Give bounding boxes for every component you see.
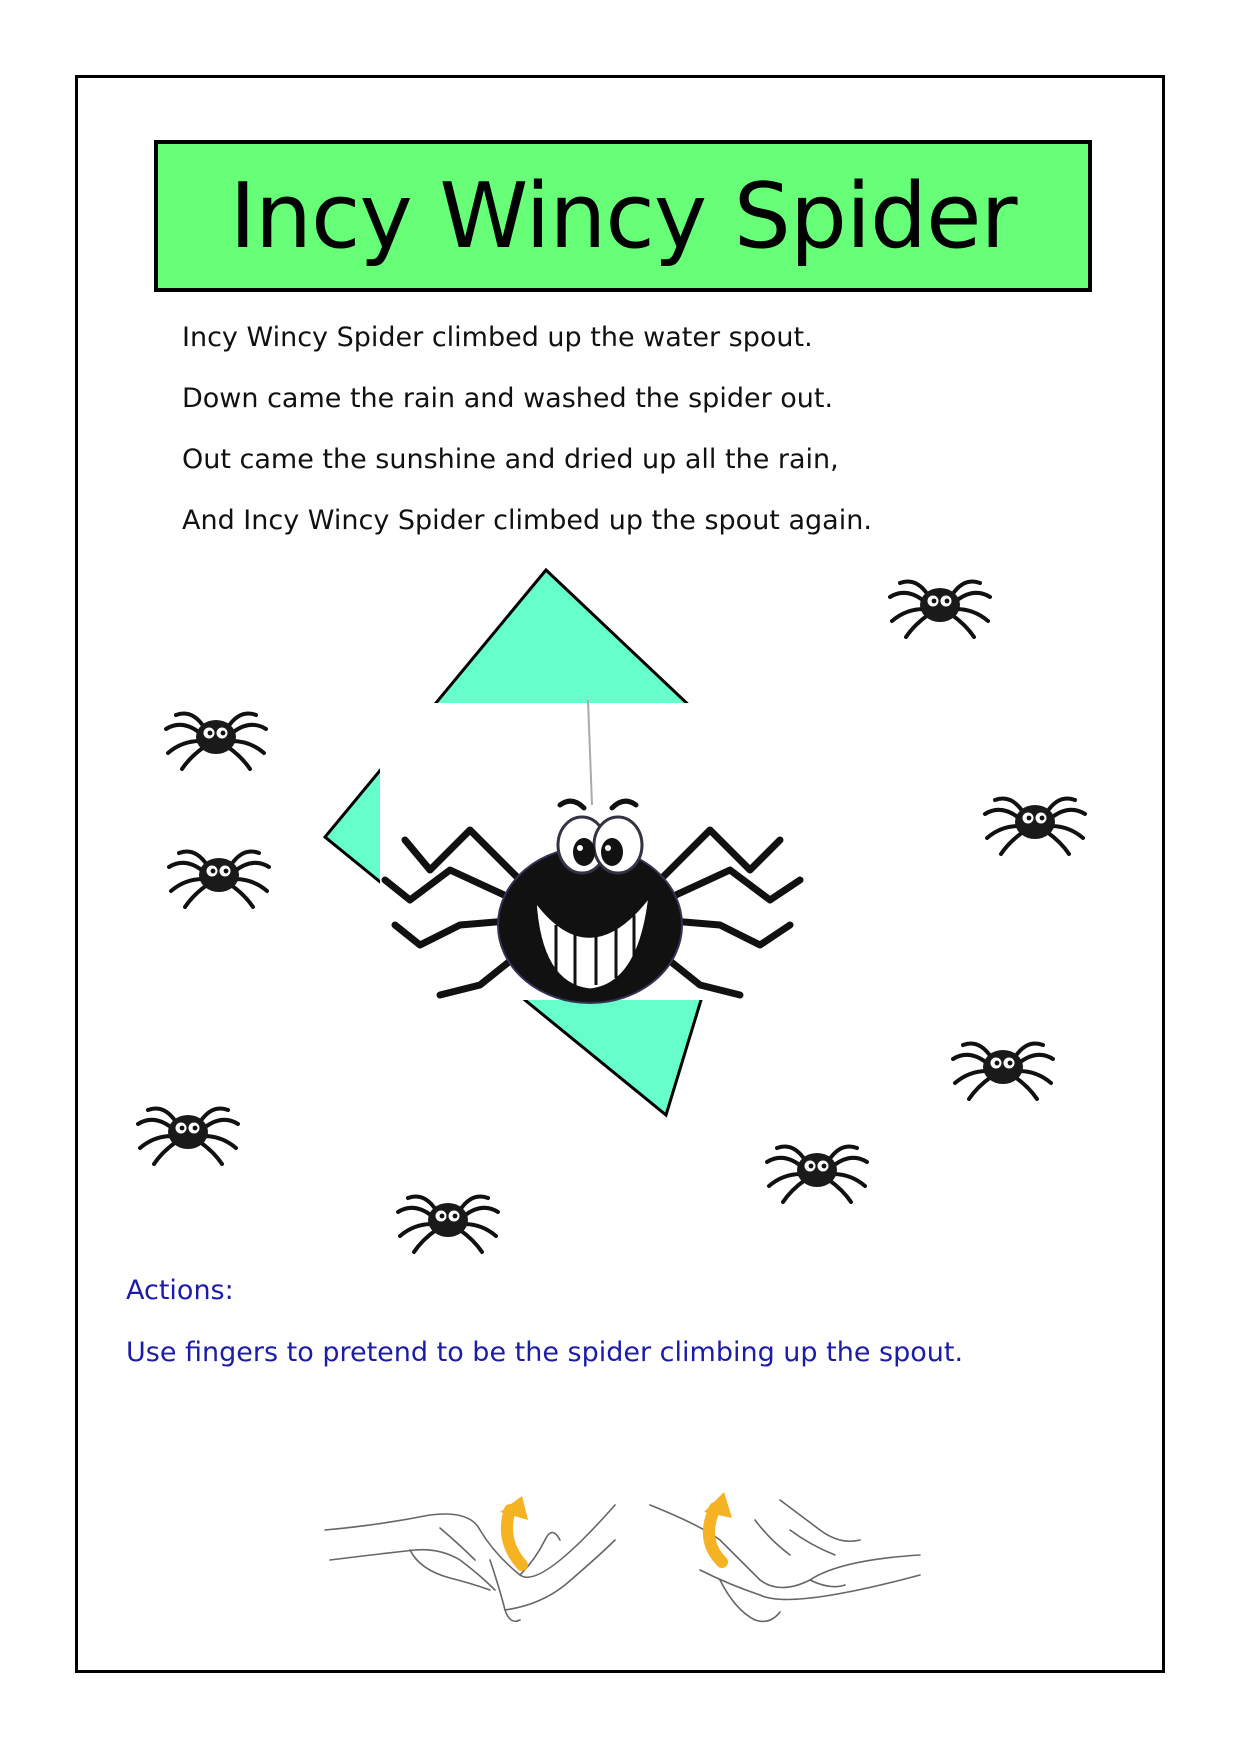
arrow-up-icon [500, 1496, 528, 1565]
verse-line: Down came the rain and washed the spider out. [182, 383, 834, 414]
small-spider-icon [166, 714, 266, 770]
actions-heading: Actions: [126, 1275, 234, 1306]
hand-action-icon [325, 1505, 615, 1621]
small-spider-icon [138, 1109, 238, 1165]
small-spider-icon [767, 1147, 867, 1203]
small-spider-icon [953, 1044, 1053, 1100]
arrow-up-icon [704, 1492, 732, 1562]
page-title: Incy Wincy Spider [229, 163, 1017, 269]
verse-line: And Incy Wincy Spider climbed up the spout again. [182, 505, 872, 536]
hand-action-icon [650, 1500, 920, 1621]
verse-line: Out came the sunshine and dried up all the rain, [182, 444, 839, 475]
small-spider-icon [890, 582, 990, 638]
actions-instructions: Use fingers to pretend to be the spider climbing up the spout. [126, 1337, 964, 1368]
verse-line: Incy Wincy Spider climbed up the water spout. [182, 322, 813, 353]
small-spider-icon [985, 799, 1085, 855]
small-spider-icon [398, 1197, 498, 1253]
small-spider-icon [169, 852, 269, 908]
